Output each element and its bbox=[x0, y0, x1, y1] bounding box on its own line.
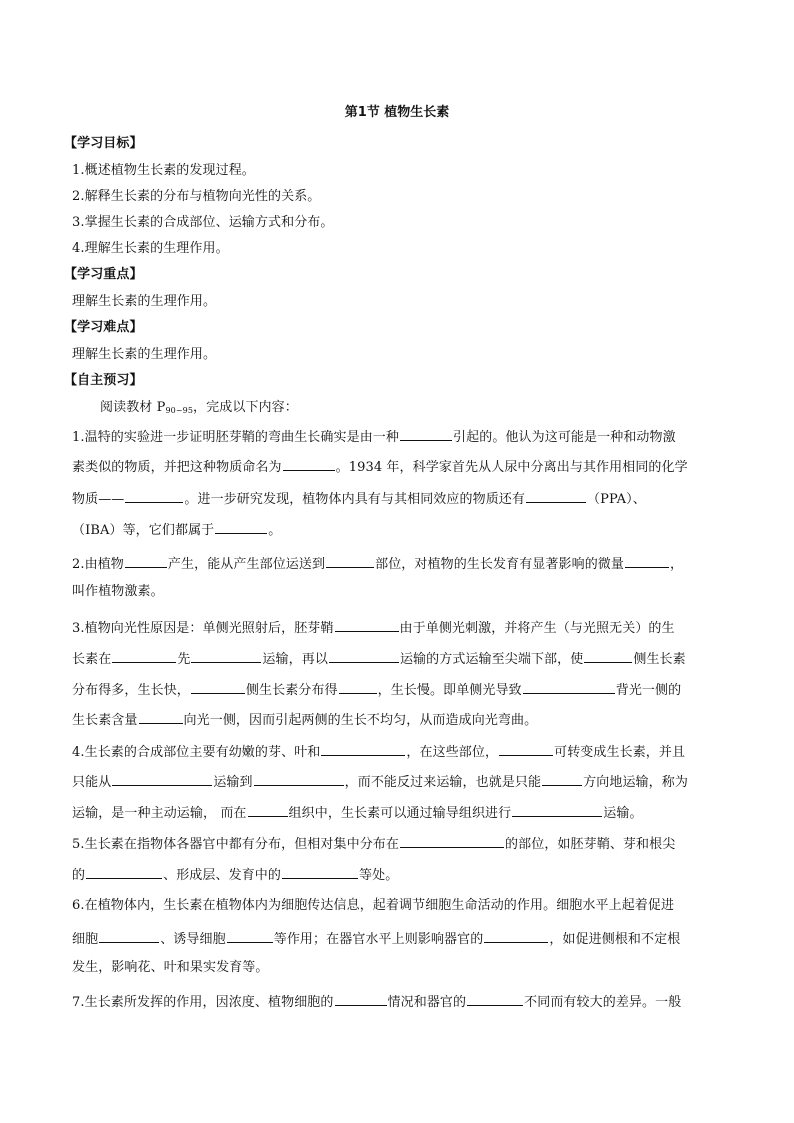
focus-text: 理解生长素的生理作用。 bbox=[72, 294, 217, 309]
answer-blank[interactable] bbox=[523, 679, 615, 694]
question-5-line: 的 、形成层、发育中的 等处。 bbox=[72, 864, 398, 885]
answer-blank[interactable] bbox=[282, 864, 358, 879]
answer-blank[interactable] bbox=[542, 771, 582, 786]
question-3-line: 生长素含量 向光一侧，因而引起两侧的生长不均匀，从而造成向光弯曲。 bbox=[72, 709, 537, 730]
question-1-line: 1.温特的实验进一步证明胚芽鞘的弯曲生长确实是由一种 引起的。他认为这可能是一种和动物激 bbox=[72, 426, 676, 447]
question-3-line: 3.植物向光性原因是：单侧光照射后，胚芽鞘 由于单侧光刺激，并将产生（与光照无关）的生 bbox=[72, 617, 675, 638]
preview-heading: 【自主预习】 bbox=[64, 373, 143, 388]
goal-item: 1.概述植物生长素的发现过程。 bbox=[72, 163, 255, 178]
question-4-line: 只能从 运输到 ，而不能反过来运输，也就是只能 方向地运输，称为 bbox=[72, 771, 688, 792]
question-3-line: 长素在 先 运输，再以 运输的方式运输至尖端下部，使 侧生长素 bbox=[72, 648, 686, 669]
answer-blank[interactable] bbox=[335, 617, 399, 632]
page-title: 第1节 植物生长素 bbox=[344, 105, 450, 120]
answer-blank[interactable] bbox=[112, 648, 176, 663]
preview-intro: 阅读教材 $P_{90\sim 95}$，完成以下内容： bbox=[100, 400, 298, 415]
goal-item: 2.解释生长素的分布与植物向光性的关系。 bbox=[72, 189, 321, 204]
answer-blank[interactable] bbox=[339, 679, 377, 694]
answer-blank[interactable] bbox=[584, 648, 632, 663]
question-2-line: 叫作植物激素。 bbox=[72, 584, 164, 599]
question-3-line: 分布得多，生长快， 侧生长素分布得 ，生长慢。即单侧光导致 背光一侧的 bbox=[72, 679, 681, 700]
answer-blank[interactable] bbox=[321, 741, 405, 756]
answer-blank[interactable] bbox=[329, 648, 399, 663]
answer-blank[interactable] bbox=[125, 488, 183, 503]
goal-item: 3.掌握生长素的合成部位、运输方式和分布。 bbox=[72, 215, 334, 230]
difficulty-text: 理解生长素的生理作用。 bbox=[72, 347, 217, 362]
goals-heading: 【学习目标】 bbox=[64, 136, 143, 151]
answer-blank[interactable] bbox=[227, 928, 273, 943]
difficulty-heading: 【学习难点】 bbox=[64, 320, 143, 335]
question-4-line: 运输，是一种主动运输， 而在 组织中，生长素可以通过输导组织进行 运输。 bbox=[72, 802, 643, 823]
question-6-line: 发生，影响花、叶和果实发育等。 bbox=[72, 960, 269, 975]
answer-blank[interactable] bbox=[499, 741, 553, 756]
question-1-line: （IBA）等，它们都属于 。 bbox=[72, 519, 281, 540]
answer-blank[interactable] bbox=[400, 426, 452, 441]
answer-blank[interactable] bbox=[215, 519, 267, 534]
answer-blank[interactable] bbox=[283, 456, 335, 471]
answer-blank[interactable] bbox=[125, 553, 167, 568]
answer-blank[interactable] bbox=[86, 864, 162, 879]
answer-blank[interactable] bbox=[139, 709, 183, 724]
answer-blank[interactable] bbox=[467, 991, 523, 1006]
answer-blank[interactable] bbox=[400, 833, 504, 848]
answer-blank[interactable] bbox=[254, 771, 344, 786]
question-2-line: 2.由植物 产生，能从产生部位运送到 部位，对植物的生长发育有显著影响的微量 ， bbox=[72, 553, 683, 574]
answer-blank[interactable] bbox=[191, 679, 245, 694]
question-6-line: 细胞 、诱导细胞 等作用；在器官水平上则影响器官的 ，如促进侧根和不定根 bbox=[72, 928, 680, 949]
answer-blank[interactable] bbox=[625, 553, 669, 568]
goal-item: 4.理解生长素的生理作用。 bbox=[72, 241, 229, 256]
focus-heading: 【学习重点】 bbox=[64, 267, 143, 282]
question-1-line: 物质—— 。进一步研究发现，植物体内具有与其相同效应的物质还有 （PPA）、 bbox=[72, 488, 646, 509]
answer-blank[interactable] bbox=[112, 771, 212, 786]
answer-blank[interactable] bbox=[99, 928, 159, 943]
answer-blank[interactable] bbox=[326, 553, 374, 568]
answer-blank[interactable] bbox=[191, 648, 261, 663]
question-4-line: 4.生长素的合成部位主要有幼嫩的芽、叶和 ，在这些部位， 可转变成生长素，并且 bbox=[72, 741, 685, 762]
question-5-line: 5.生长素在指物体各器官中都有分布，但相对集中分布在 的部位，如胚芽鞘、芽和根尖 bbox=[72, 833, 675, 854]
answer-blank[interactable] bbox=[335, 991, 387, 1006]
answer-blank[interactable] bbox=[248, 802, 288, 817]
answer-blank[interactable] bbox=[512, 802, 602, 817]
answer-blank[interactable] bbox=[484, 928, 548, 943]
question-6-line: 6.在植物体内，生长素在植物体内为细胞传达信息，起着调节细胞生命活动的作用。细胞水平上起着促进 bbox=[72, 898, 675, 913]
answer-blank[interactable] bbox=[526, 488, 586, 503]
question-7-line: 7.生长素所发挥的作用，因浓度、植物细胞的 情况和器官的 不同而有较大的差异。一般 bbox=[72, 991, 681, 1012]
question-1-line: 素类似的物质，并把这种物质命名为 。1934 年，科学家首先从人尿中分离出与其作用相同的化学 bbox=[72, 456, 688, 477]
